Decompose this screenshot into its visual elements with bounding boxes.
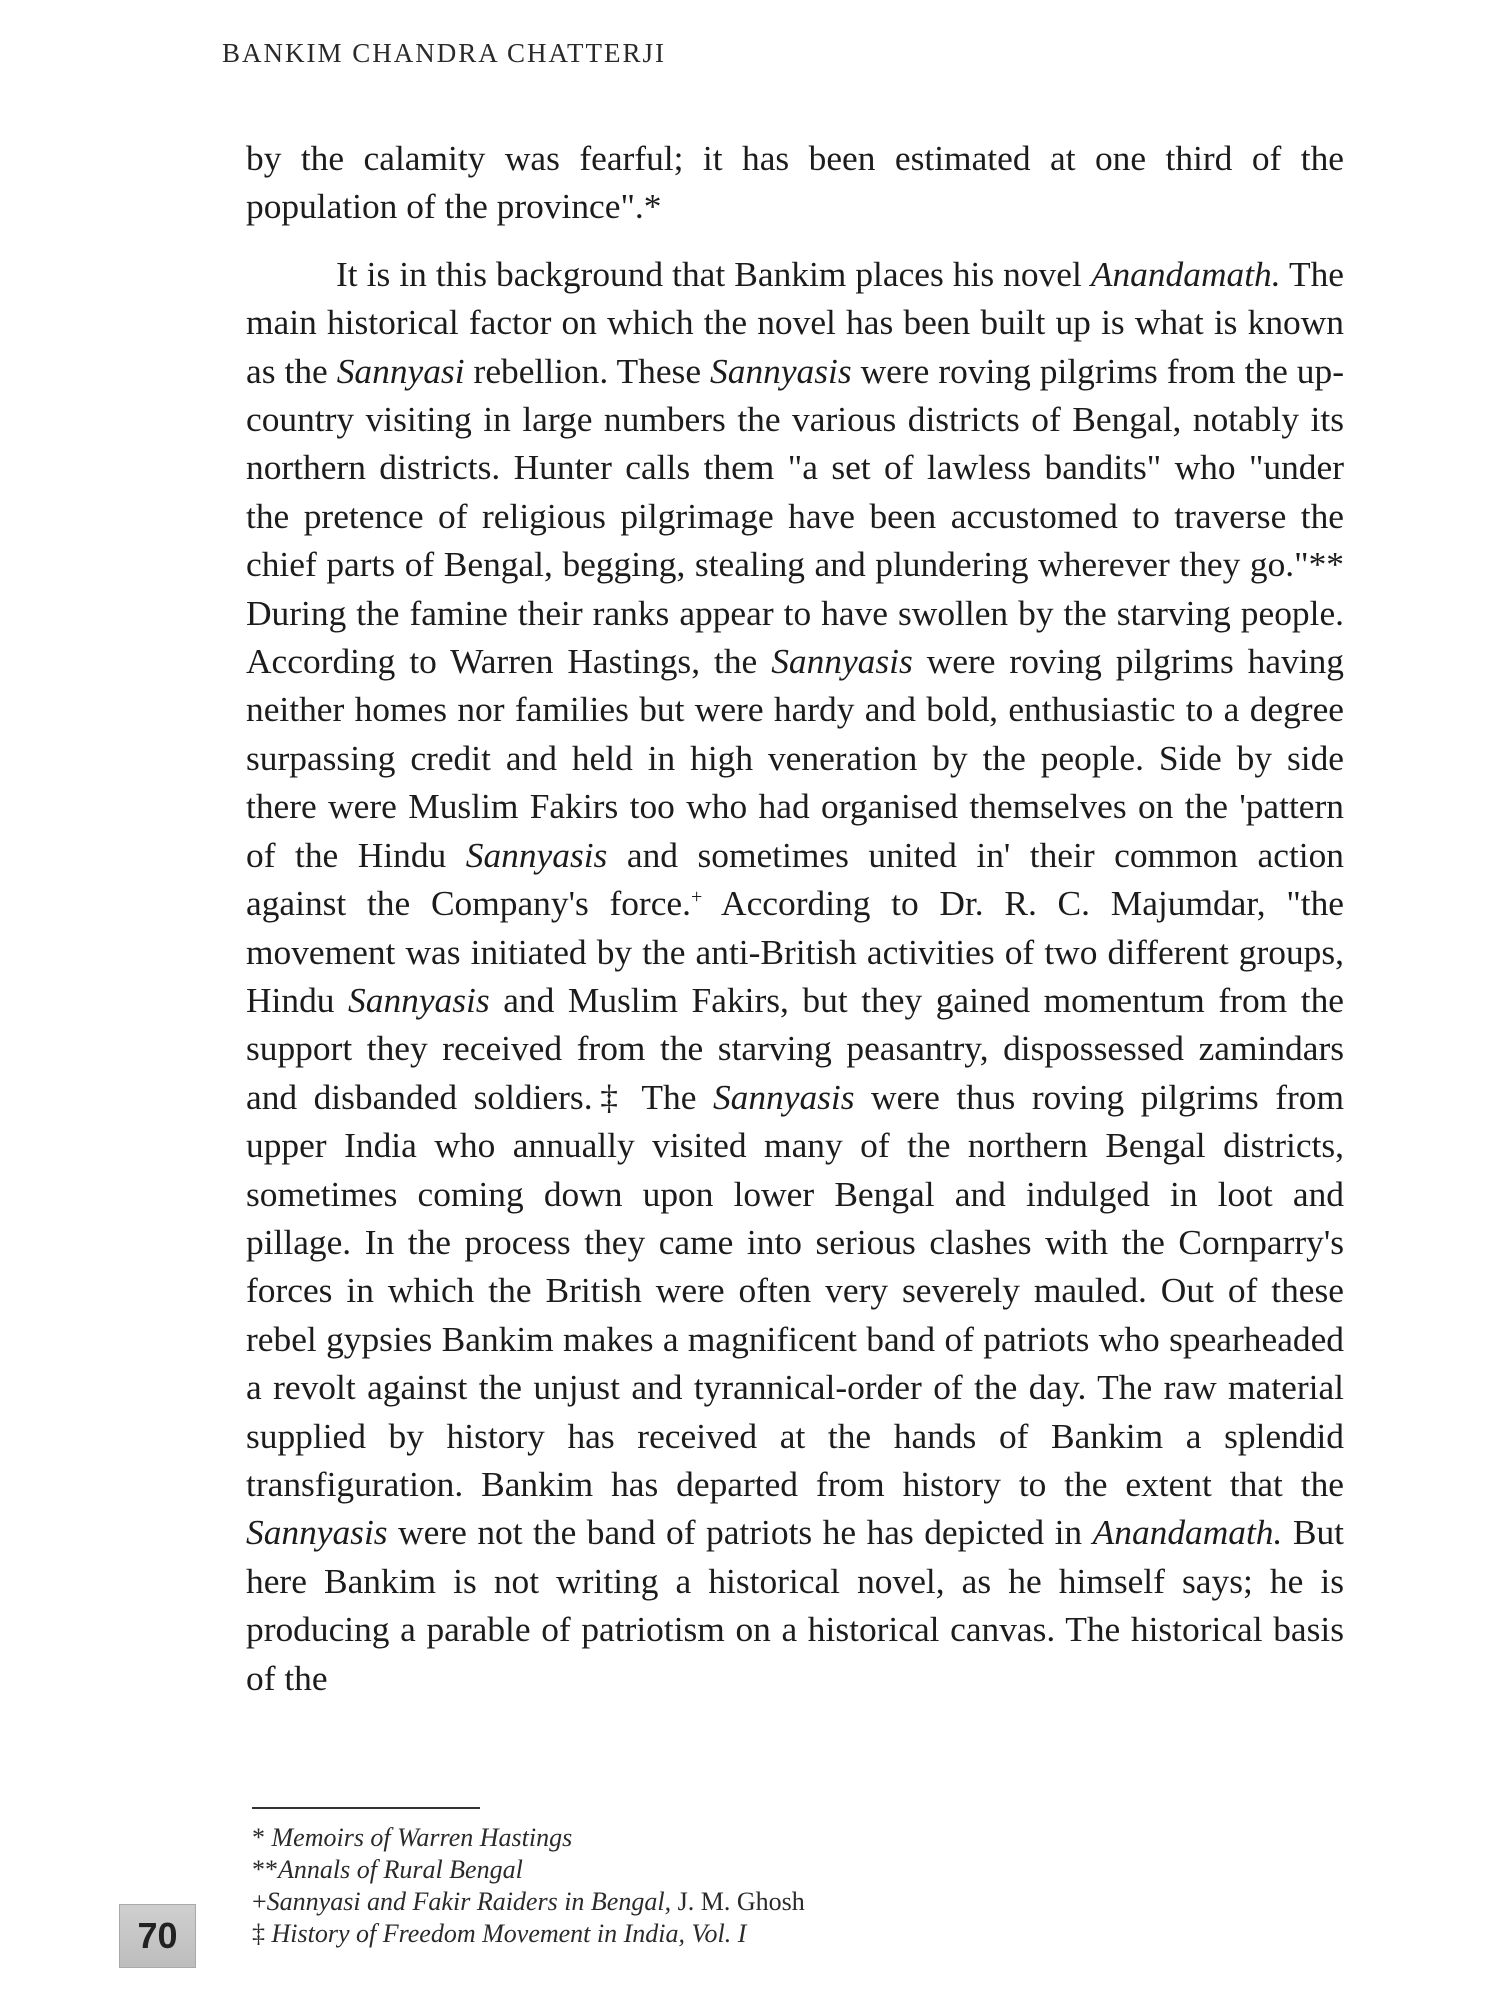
footnote-item	[252, 1918, 805, 1950]
footnote-ref-double-dagger: .‡	[583, 1076, 626, 1117]
italic-term-sannyasis: Sannyasis	[710, 350, 852, 391]
footnote-title: Sannyasi and Fakir Raiders in Bengal,	[266, 1887, 672, 1916]
page-number-tab	[119, 1904, 196, 1968]
italic-term-sannyasis: Sannyasis	[712, 1076, 855, 1117]
text-run: were roving pilgrims having neither homes nor families but were hardy and bold, enthusiastic to a degree surpassing credit and held in high veneration by the people. Side by side there were Muslim Fakirs too who had organised themselves on the 'pattern of the Hindu	[246, 641, 1344, 875]
text-run: rebellion. These	[464, 350, 711, 391]
paragraph-continued: by the calamity was fearful; it has been estimated at one third of the population of the province".*	[246, 138, 1344, 227]
page-number: 70	[137, 1915, 178, 1956]
footnotes	[252, 1822, 805, 1950]
paragraph-main	[246, 250, 1344, 1702]
footnote-ref-plus: +	[690, 886, 703, 909]
italic-term-sannyasis: Sannyasis	[465, 834, 608, 875]
italic-term-sannyasis: Sannyasis	[246, 1512, 388, 1553]
text-run: It is in this background that Bankim places his novel	[336, 253, 1091, 294]
footnote-item	[252, 1886, 805, 1918]
footnote-mark: +	[252, 1887, 267, 1916]
footnote-mark: **	[252, 1855, 278, 1884]
running-head: BANKIM CHANDRA CHATTERJI	[222, 38, 667, 68]
text-run: were thus roving pilgrims from upper India who annually visited many of the northern Bengal districts, sometimes coming down upon lower Bengal and indulged in loot and pillage. In the process they came into serious clashes with the Cornparry's forces in which the British were often very severely mauled. Out of these rebel gypsies Bankim makes a magnificent band of patriots who spearheaded a revolt against the unjust and tyrannical-order of the day. The raw material supplied by history has received at the hands of Bankim a splendid transfiguration. Bankim has departed from history to the extent that the	[246, 1076, 1344, 1504]
italic-title-anandamath: Anandamath.	[1090, 253, 1281, 294]
italic-title-anandamath: Anandamath.	[1092, 1512, 1283, 1553]
footnote-rest: J. M. Ghosh	[671, 1887, 805, 1916]
footnote-item	[252, 1822, 805, 1854]
text-run: The	[625, 1076, 713, 1117]
text-run: and sometimes united in' their common action against the Company's force.	[246, 834, 1344, 924]
footnote-title: History of Freedom Movement in India, Vol. I	[271, 1919, 747, 1948]
italic-term-sannyasis: Sannyasis	[771, 641, 913, 682]
footnote-title: Annals of Rural Bengal	[278, 1855, 523, 1884]
footnote-divider	[252, 1807, 480, 1809]
italic-term-sannyasis: Sannyasis	[348, 979, 490, 1020]
text-run: were roving pilgrims from the up-country visiting in large numbers the various districts of Bengal, notably its northern districts. Hunter calls them "a set of lawless bandits" who "under the pretence of religious pilgrimage have been accustomed to traverse the chief parts of Bengal, begging, stealing and plundering wherever they go."** During the famine their ranks appear to have swollen by the starving people. According to Warren Hastings, the	[246, 350, 1344, 682]
footnote-mark: ‡	[252, 1919, 272, 1948]
footnote-mark: *	[252, 1823, 272, 1852]
italic-term-sannyasi: Sannyasi	[336, 350, 465, 391]
footnote-item	[252, 1854, 805, 1886]
text-run: and Muslim Fakirs, but they gained momentum from the support they received from the starving peasantry, dispossessed zamindars and disbanded soldiers	[246, 979, 1344, 1117]
text-run: According to Dr. R. C. Majumdar, "the movement was initiated by the anti-British activities of two different groups, Hindu	[246, 883, 1345, 1020]
text-run: The main historical factor on which the novel has been built up is what is known as the	[246, 253, 1344, 391]
text-run: But here Bankim is not writing a historical novel, as he himself says; he is producing a parable of patriotism on a historical canvas. The historical basis of the	[246, 1512, 1344, 1698]
text-run: were not the band of patriots he has depicted in	[387, 1512, 1093, 1553]
body-text	[246, 134, 1344, 1702]
footnote-title: Memoirs of Warren Hastings	[271, 1823, 573, 1852]
